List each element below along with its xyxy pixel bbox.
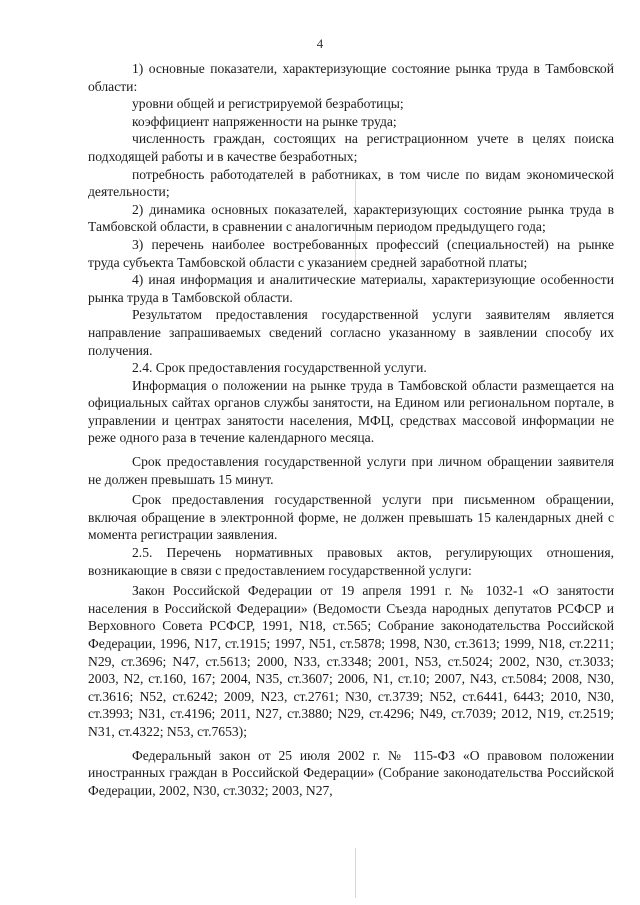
scan-artifact-line: [355, 848, 356, 898]
paragraph: 1) основные показатели, характеризующие состояние рынка труда в Тамбовской области:: [88, 61, 614, 94]
list-item: уровни общей и регистрируемой безработицы;: [132, 96, 404, 112]
paragraph: 2) динамика основных показателей, характеризующих состояние рынка труда в Тамбовской области, в сравнении с аналогичным периодом предыдущего года;: [88, 201, 614, 235]
paragraph: Срок предоставления государственной услуги при личном обращении заявителя не должен превышать 15 минут.: [88, 454, 614, 487]
paragraph: Закон Российской Федерации от 19 апреля 1991 г. № 1032-1 «О занятости населения в Российской Федерации» (Ведомости Съезда народных депутатов РСФСР и Верховного Совета РСФСР, 1991, N18, ст.565; Собрание законодательства Российской Федерации, 1996, N17, ст.1915; 1997, N51, ст.5878; 1998, N30, ст.3613; 1999, N18, ст.2211; N29, ст.3696; N47, ст.5613; 2000, N33, ст.3348; 2001, N53, ст.5024; 2002, N30, ст.3033; 2003, N2, ст.160, 167; 2004, N35, ст.3607; 2006, N1, ст.10; 2007, N43, ст.5084; 2008, N30, ст.3616; N52, ст.6242; 2009, N23, ст.2761; N30, ст.3739; N52, ст.6441, 6443; 2010, N30, ст.3993; N31, ст.4196; 2011, N27, ст.3880; N29, ст.4296; N49, ст.7039; 2012, N19, ст.2519; N31, ст.4322; N53, ст.7653);: [88, 583, 614, 739]
list-item: коэффициент напряженности на рынке труда;: [132, 113, 397, 129]
document-body: [88, 60, 614, 799]
paragraph: Информация о положении на рынке труда в Тамбовской области размещается на официальных сайтах органов службы занятости, на Едином или региональном портале, в управлении и центрах занятости населения, МФЦ, средствах массовой информации не реже одного раза в течение календарного месяца.: [88, 377, 614, 446]
paragraph: 4) иная информация и аналитические материалы, характеризующие особенности рынка труда в Тамбовской области.: [88, 272, 614, 305]
paragraph: Результатом предоставления государственной услуги заявителям является направление запрашиваемых сведений согласно указанному в заявлении способу их получения.: [88, 307, 614, 358]
paragraph: Срок предоставления государственной услуги при письменном обращении, включая обращение в электронной форме, не должен превышать 15 календарных дней с момента регистрации заявления.: [88, 492, 614, 543]
list-item: потребность работодателей в работниках, в том числе по видам экономической деятельности;: [88, 166, 614, 200]
section-heading: 2.5. Перечень нормативных правовых актов, регулирующих отношения, возникающие в связи с предоставлением государственной услуги:: [88, 545, 614, 578]
section-heading: 2.4. Срок предоставления государственной услуги.: [132, 360, 427, 376]
list-item: численность граждан, состоящих на регистрационном учете в целях поиска подходящей работы и в качестве безработных;: [88, 131, 614, 164]
page-number: 4: [316, 36, 324, 51]
paragraph: 3) перечень наиболее востребованных профессий (специальностей) на рынке труда субъекта Тамбовской области с указанием средней заработной платы;: [88, 236, 614, 270]
paragraph: Федеральный закон от 25 июля 2002 г. № 115-ФЗ «О правовом положении иностранных граждан в Российской Федерации» (Собрание законодательства Российской Федерации, 2002, N30, ст.3032; 2003, N27,: [88, 747, 614, 798]
